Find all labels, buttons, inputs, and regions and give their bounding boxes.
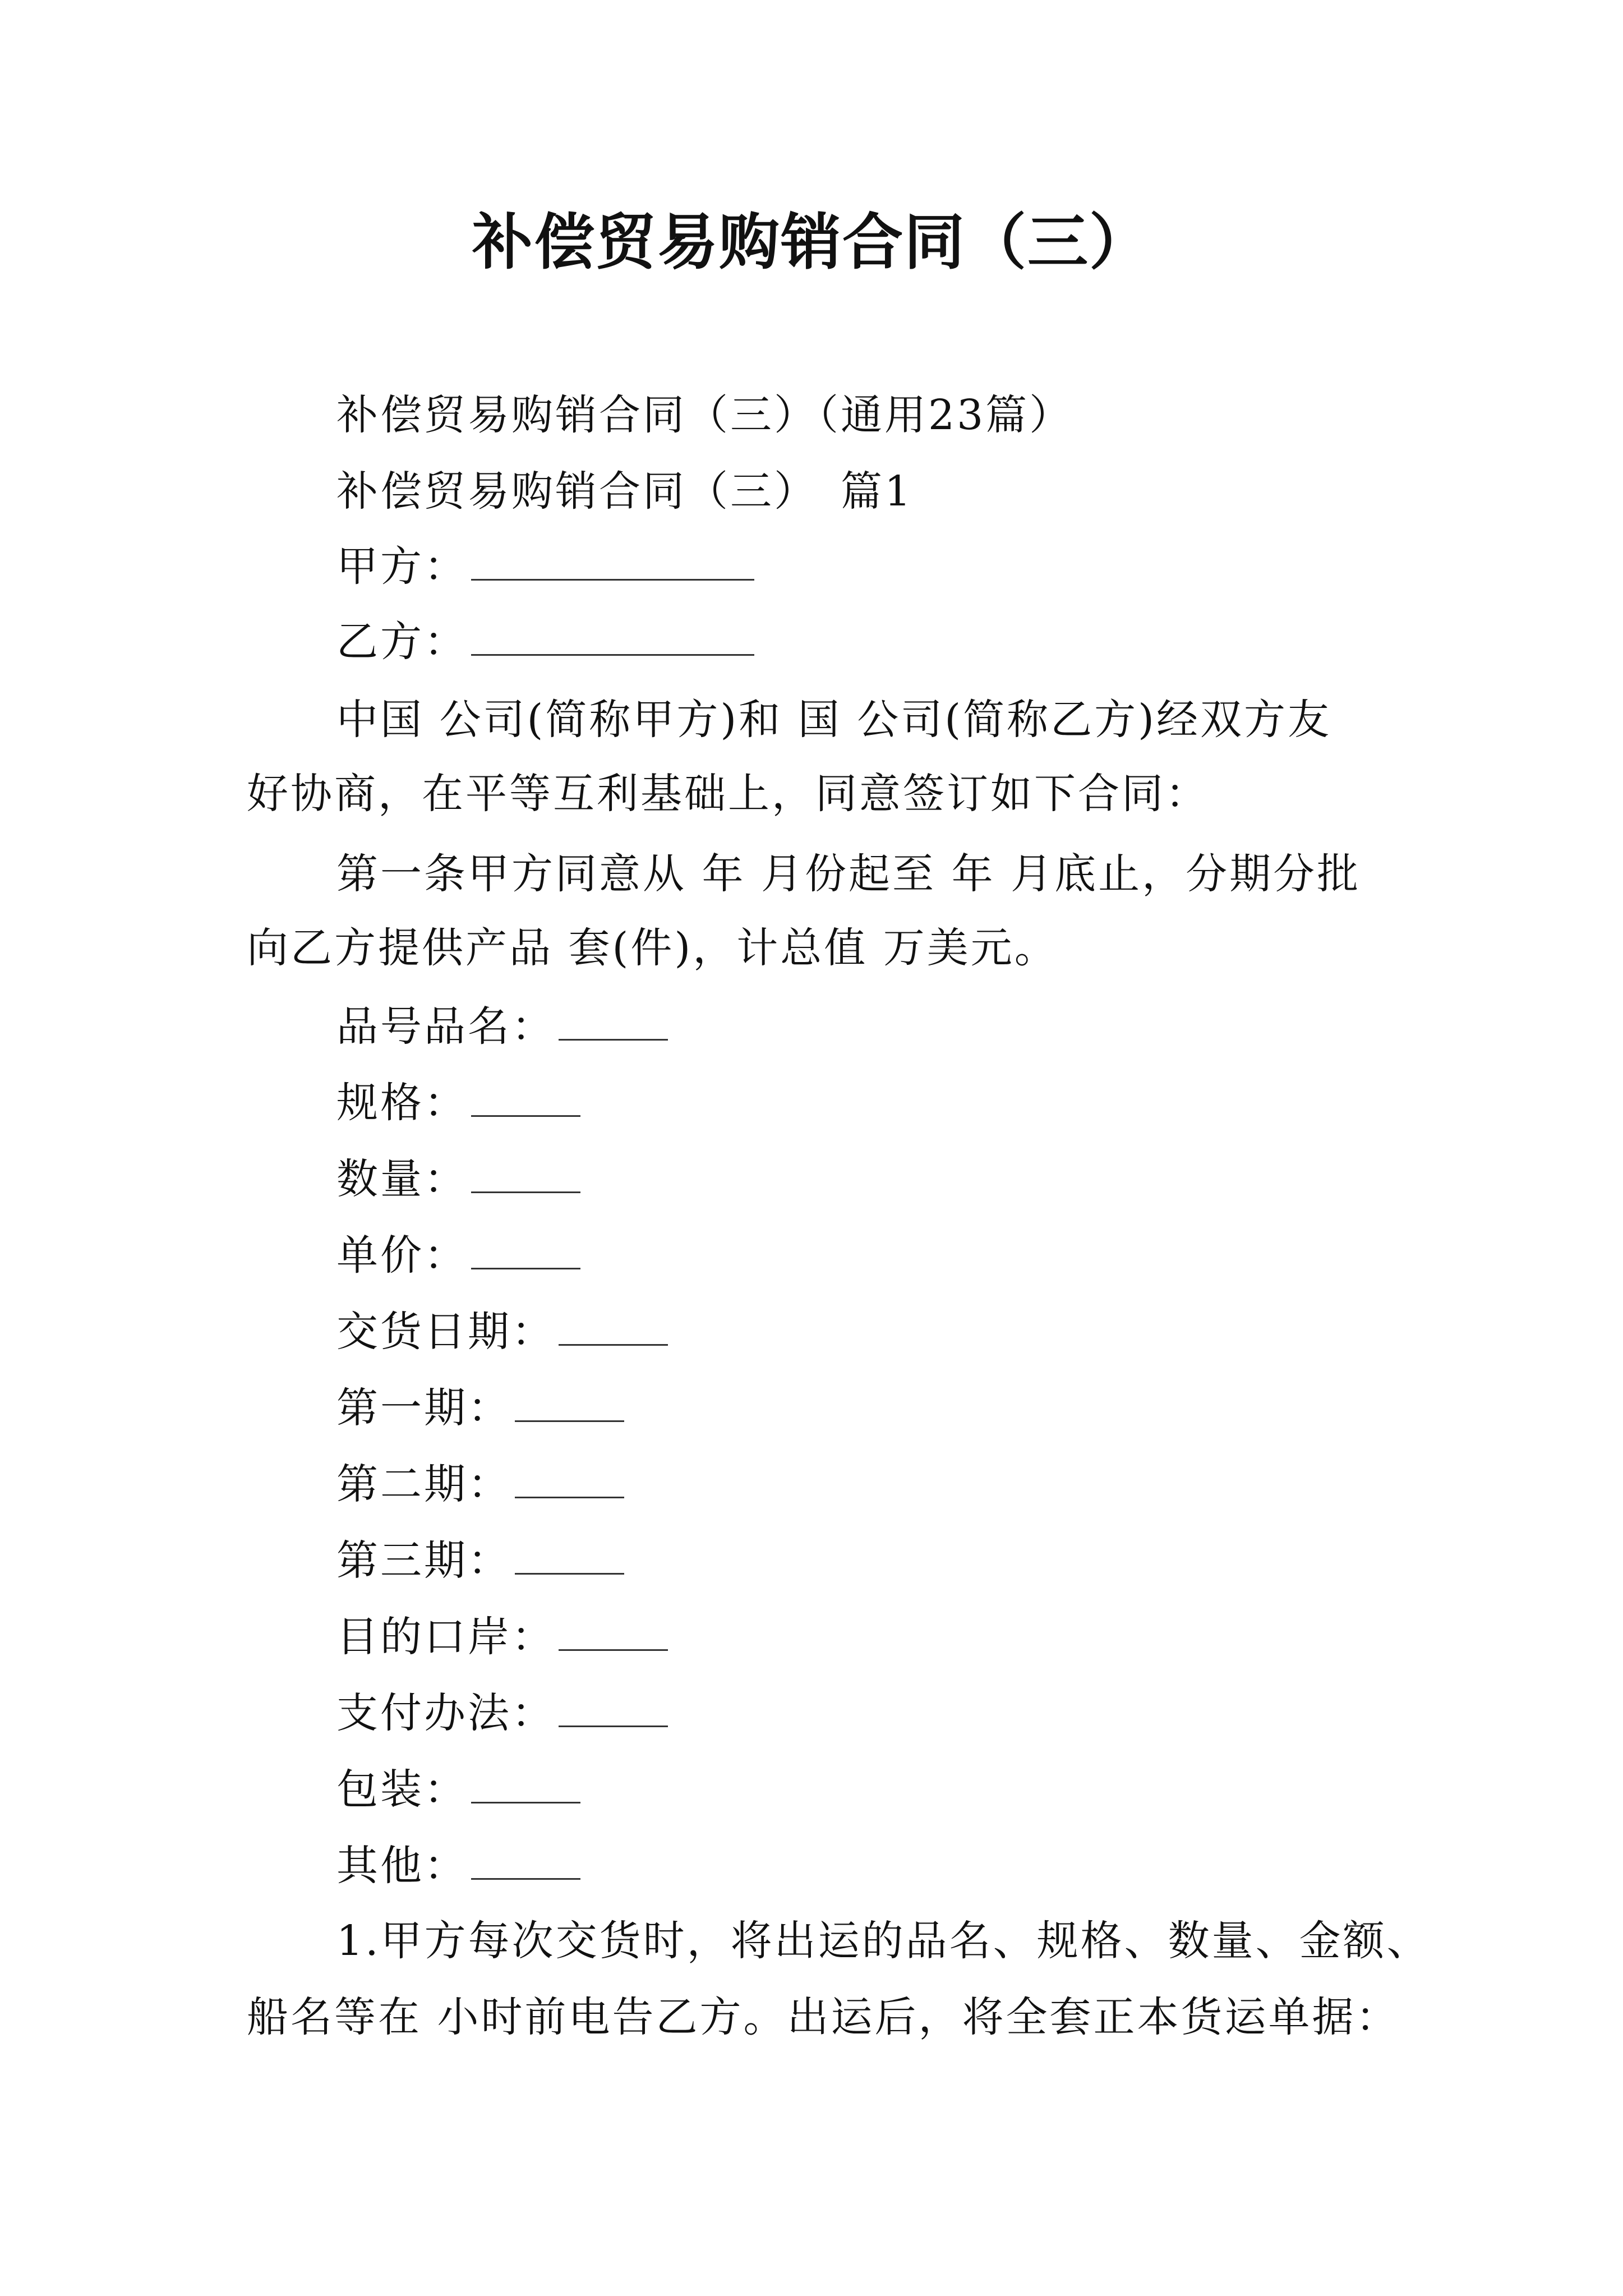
- field-label: 包装：: [336, 1765, 468, 1814]
- field-label: 单价：: [336, 1231, 468, 1280]
- section-heading: 补偿贸易购销合同（三） 篇1: [336, 467, 914, 516]
- field-blank: [559, 1616, 668, 1651]
- field-blank: [515, 1463, 624, 1498]
- field-phase-2: [336, 1456, 624, 1512]
- field-delivery-date: [336, 1304, 668, 1360]
- field-blank: [471, 1082, 580, 1117]
- field-destination-port: [336, 1609, 668, 1665]
- field-blank: [559, 1005, 668, 1041]
- intro-paragraph-line-2: 好协商，在平等互利基础上，同意签订如下合同：: [247, 770, 1209, 818]
- field-blank: [559, 1310, 668, 1346]
- field-blank: [471, 1844, 580, 1880]
- clause1-line-2: 船名等在 小时前电告乙方。出运后，将全套正本货运单据：: [247, 1993, 1400, 2041]
- field-label: 其他：: [336, 1842, 468, 1890]
- document-title: 补偿贸易购销合同（三）: [472, 207, 1151, 278]
- field-product-name: [336, 999, 668, 1055]
- field-label: 支付办法：: [336, 1689, 555, 1737]
- clause1-line-1: 1.甲方每次交货时，将出运的品名、规格、数量、金额、: [336, 1917, 1431, 1965]
- party-a-label: 甲方：: [336, 542, 468, 591]
- field-label: 数量：: [336, 1155, 468, 1203]
- party-b-blank: [471, 620, 754, 656]
- field-phase-3: [336, 1533, 624, 1589]
- field-packaging: [336, 1761, 580, 1818]
- party-a-blank: [471, 545, 754, 581]
- field-label: 规格：: [336, 1079, 468, 1127]
- field-other: [336, 1838, 580, 1894]
- field-label: 第二期：: [336, 1460, 511, 1508]
- field-phase-1: [336, 1380, 624, 1436]
- field-blank: [515, 1539, 624, 1575]
- field-quantity: [336, 1151, 580, 1207]
- field-blank: [515, 1387, 624, 1422]
- field-payment-method: [336, 1685, 668, 1741]
- field-blank: [559, 1692, 668, 1727]
- field-blank: [471, 1768, 580, 1803]
- field-label: 第三期：: [336, 1536, 511, 1585]
- field-blank: [471, 1158, 580, 1193]
- field-label: 第一期：: [336, 1384, 511, 1432]
- field-label: 目的口岸：: [336, 1613, 555, 1661]
- field-blank: [471, 1234, 580, 1269]
- document-subtitle: 补偿贸易购销合同（三）（通用23篇）: [336, 391, 1073, 439]
- article1-line-1: 第一条甲方同意从 年 月份起至 年 月底止，分期分批: [336, 850, 1361, 898]
- field-unit-price: [336, 1227, 580, 1283]
- field-specification: [336, 1075, 580, 1131]
- article1-line-2: 向乙方提供产品 套(件)，计总值 万美元。: [247, 924, 1058, 972]
- field-label: 交货日期：: [336, 1308, 555, 1356]
- party-b-line: [336, 614, 754, 670]
- party-b-label: 乙方：: [336, 618, 468, 666]
- field-label: 品号品名：: [336, 1002, 555, 1051]
- intro-paragraph-line-1: 中国 公司(简称甲方)和 国 公司(简称乙方)经双方友: [336, 696, 1332, 744]
- party-a-line: [336, 539, 754, 595]
